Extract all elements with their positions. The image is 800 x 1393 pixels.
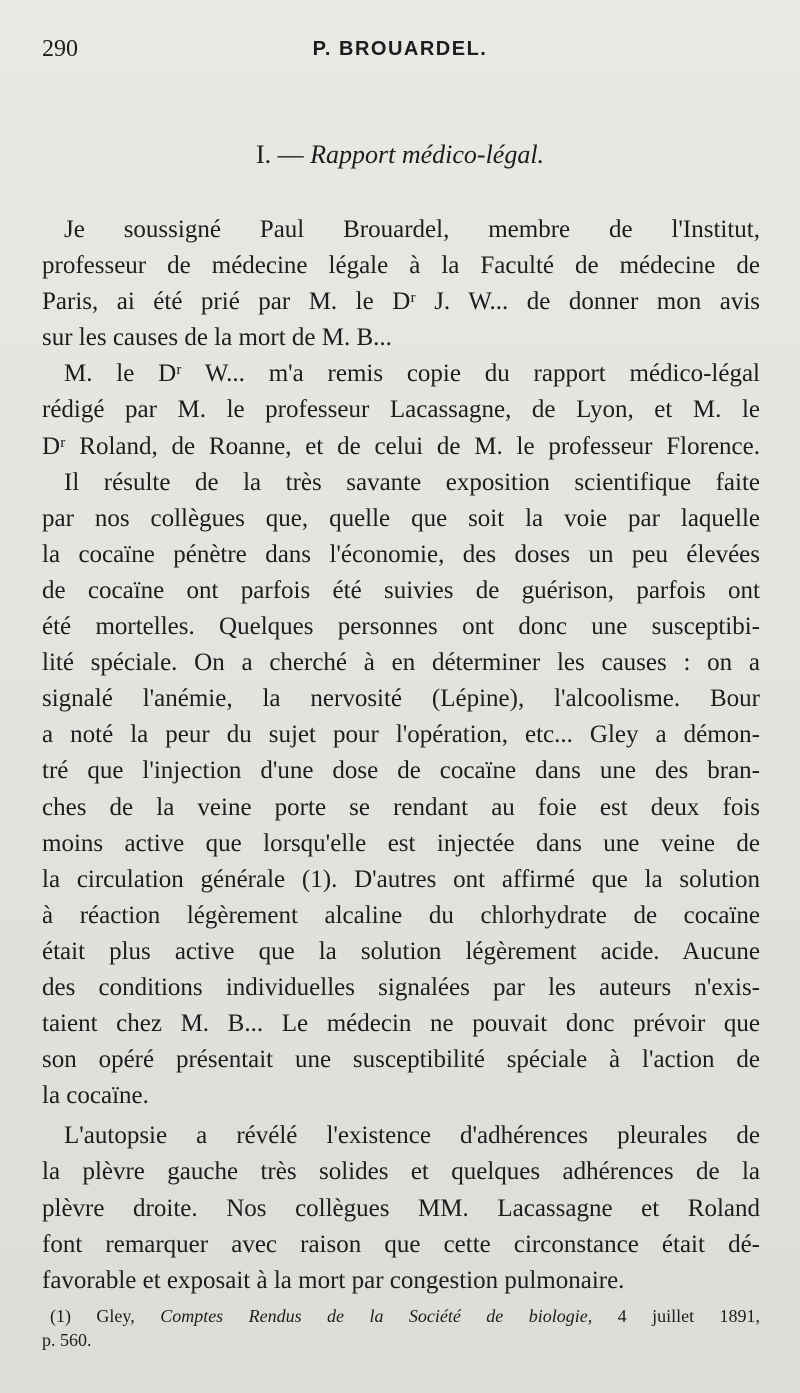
text-line: était plus active que la solution légèrement acide. Aucune: [42, 937, 760, 965]
text-line: de cocaïne ont parfois été suivies de guérison, parfois ont: [42, 576, 760, 604]
text-line: signalé l'anémie, la nervosité (Lépine), l'alcoolisme. Bour: [42, 685, 760, 713]
text-line: font remarquer avec raison que cette circonstance était dé-: [42, 1230, 760, 1258]
text-line: plèvre droite. Nos collègues MM. Lacassagne et Roland: [42, 1194, 760, 1222]
text-line: favorable et exposait à la mort par congestion pulmonaire.: [42, 1266, 625, 1294]
text-line: a noté la peur du sujet pour l'opération, etc... Gley a démon-: [42, 721, 760, 749]
text-line: la circulation générale (1). D'autres ont affirmé que la solution: [42, 865, 760, 893]
footnote-work: Comptes Rendus de la Société de biologie,: [160, 1306, 593, 1326]
text-line: la cocaïne.: [42, 1082, 149, 1110]
text-line: ches de la veine porte se rendant au foie est deux fois: [42, 793, 760, 821]
footnote-page: p. 560.: [42, 1330, 92, 1350]
text-line: Je soussigné Paul Brouardel, membre de l'Institut,: [64, 216, 760, 243]
section-heading: [0, 140, 800, 170]
page-number: 290: [42, 36, 78, 62]
footnote-line: [42, 1304, 760, 1328]
footnote: [42, 1304, 760, 1352]
text-line: à réaction légèrement alcaline du chlorhydrate de cocaïne: [42, 901, 760, 929]
text-line: M. le Dʳ W... m'a remis copie du rapport médico-légal: [64, 360, 760, 388]
text-line: la plèvre gauche très solides et quelques adhérences de la: [42, 1158, 760, 1186]
section-title: Rapport médico-légal.: [310, 140, 545, 169]
text-line: Dʳ Roland, de Roanne, et de celui de M. le professeur Florence.: [42, 432, 760, 460]
text-line: été mortelles. Quelques personnes ont donc une susceptibi-: [42, 613, 760, 641]
text-line: L'autopsie a révélé l'existence d'adhérences pleurales de: [64, 1122, 760, 1150]
text-line: Il résulte de la très savante exposition scientifique faite: [64, 468, 760, 496]
text-line: moins active que lorsqu'elle est injectée dans une veine de: [42, 829, 760, 857]
text-line: sur les causes de la mort de M. B...: [42, 324, 392, 352]
text-line: professeur de médecine légale à la Faculté de médecine de: [42, 252, 760, 280]
text-line: la cocaïne pénètre dans l'économie, des doses un peu élevées: [42, 540, 760, 568]
text-line: Paris, ai été prié par M. le Dʳ J. W... de donner mon avis: [42, 288, 760, 316]
text-line: lité spéciale. On a cherché à en déterminer les causes : on a: [42, 649, 760, 677]
text-line: rédigé par M. le professeur Lacassagne, de Lyon, et M. le: [42, 396, 760, 424]
text-line: tré que l'injection d'une dose de cocaïne dans une des bran-: [42, 757, 760, 785]
text-line: taient chez M. B... Le médecin ne pouvait donc prévoir que: [42, 1010, 760, 1038]
footnote-date: 4 juillet 1891,: [617, 1306, 761, 1326]
body-text: [42, 212, 760, 1299]
author-header: P. BROUARDEL.: [312, 38, 488, 60]
text-line: des conditions individuelles signalées par les auteurs n'exis-: [42, 973, 760, 1001]
running-head: [42, 36, 758, 66]
section-number: I. —: [255, 140, 304, 169]
text-line: par nos collègues que, quelle que soit la voie par laquelle: [42, 504, 760, 532]
text-line: son opéré présentait une susceptibilité spéciale à l'action de: [42, 1046, 760, 1074]
footnote-marker: (1) Gley,: [50, 1306, 135, 1326]
